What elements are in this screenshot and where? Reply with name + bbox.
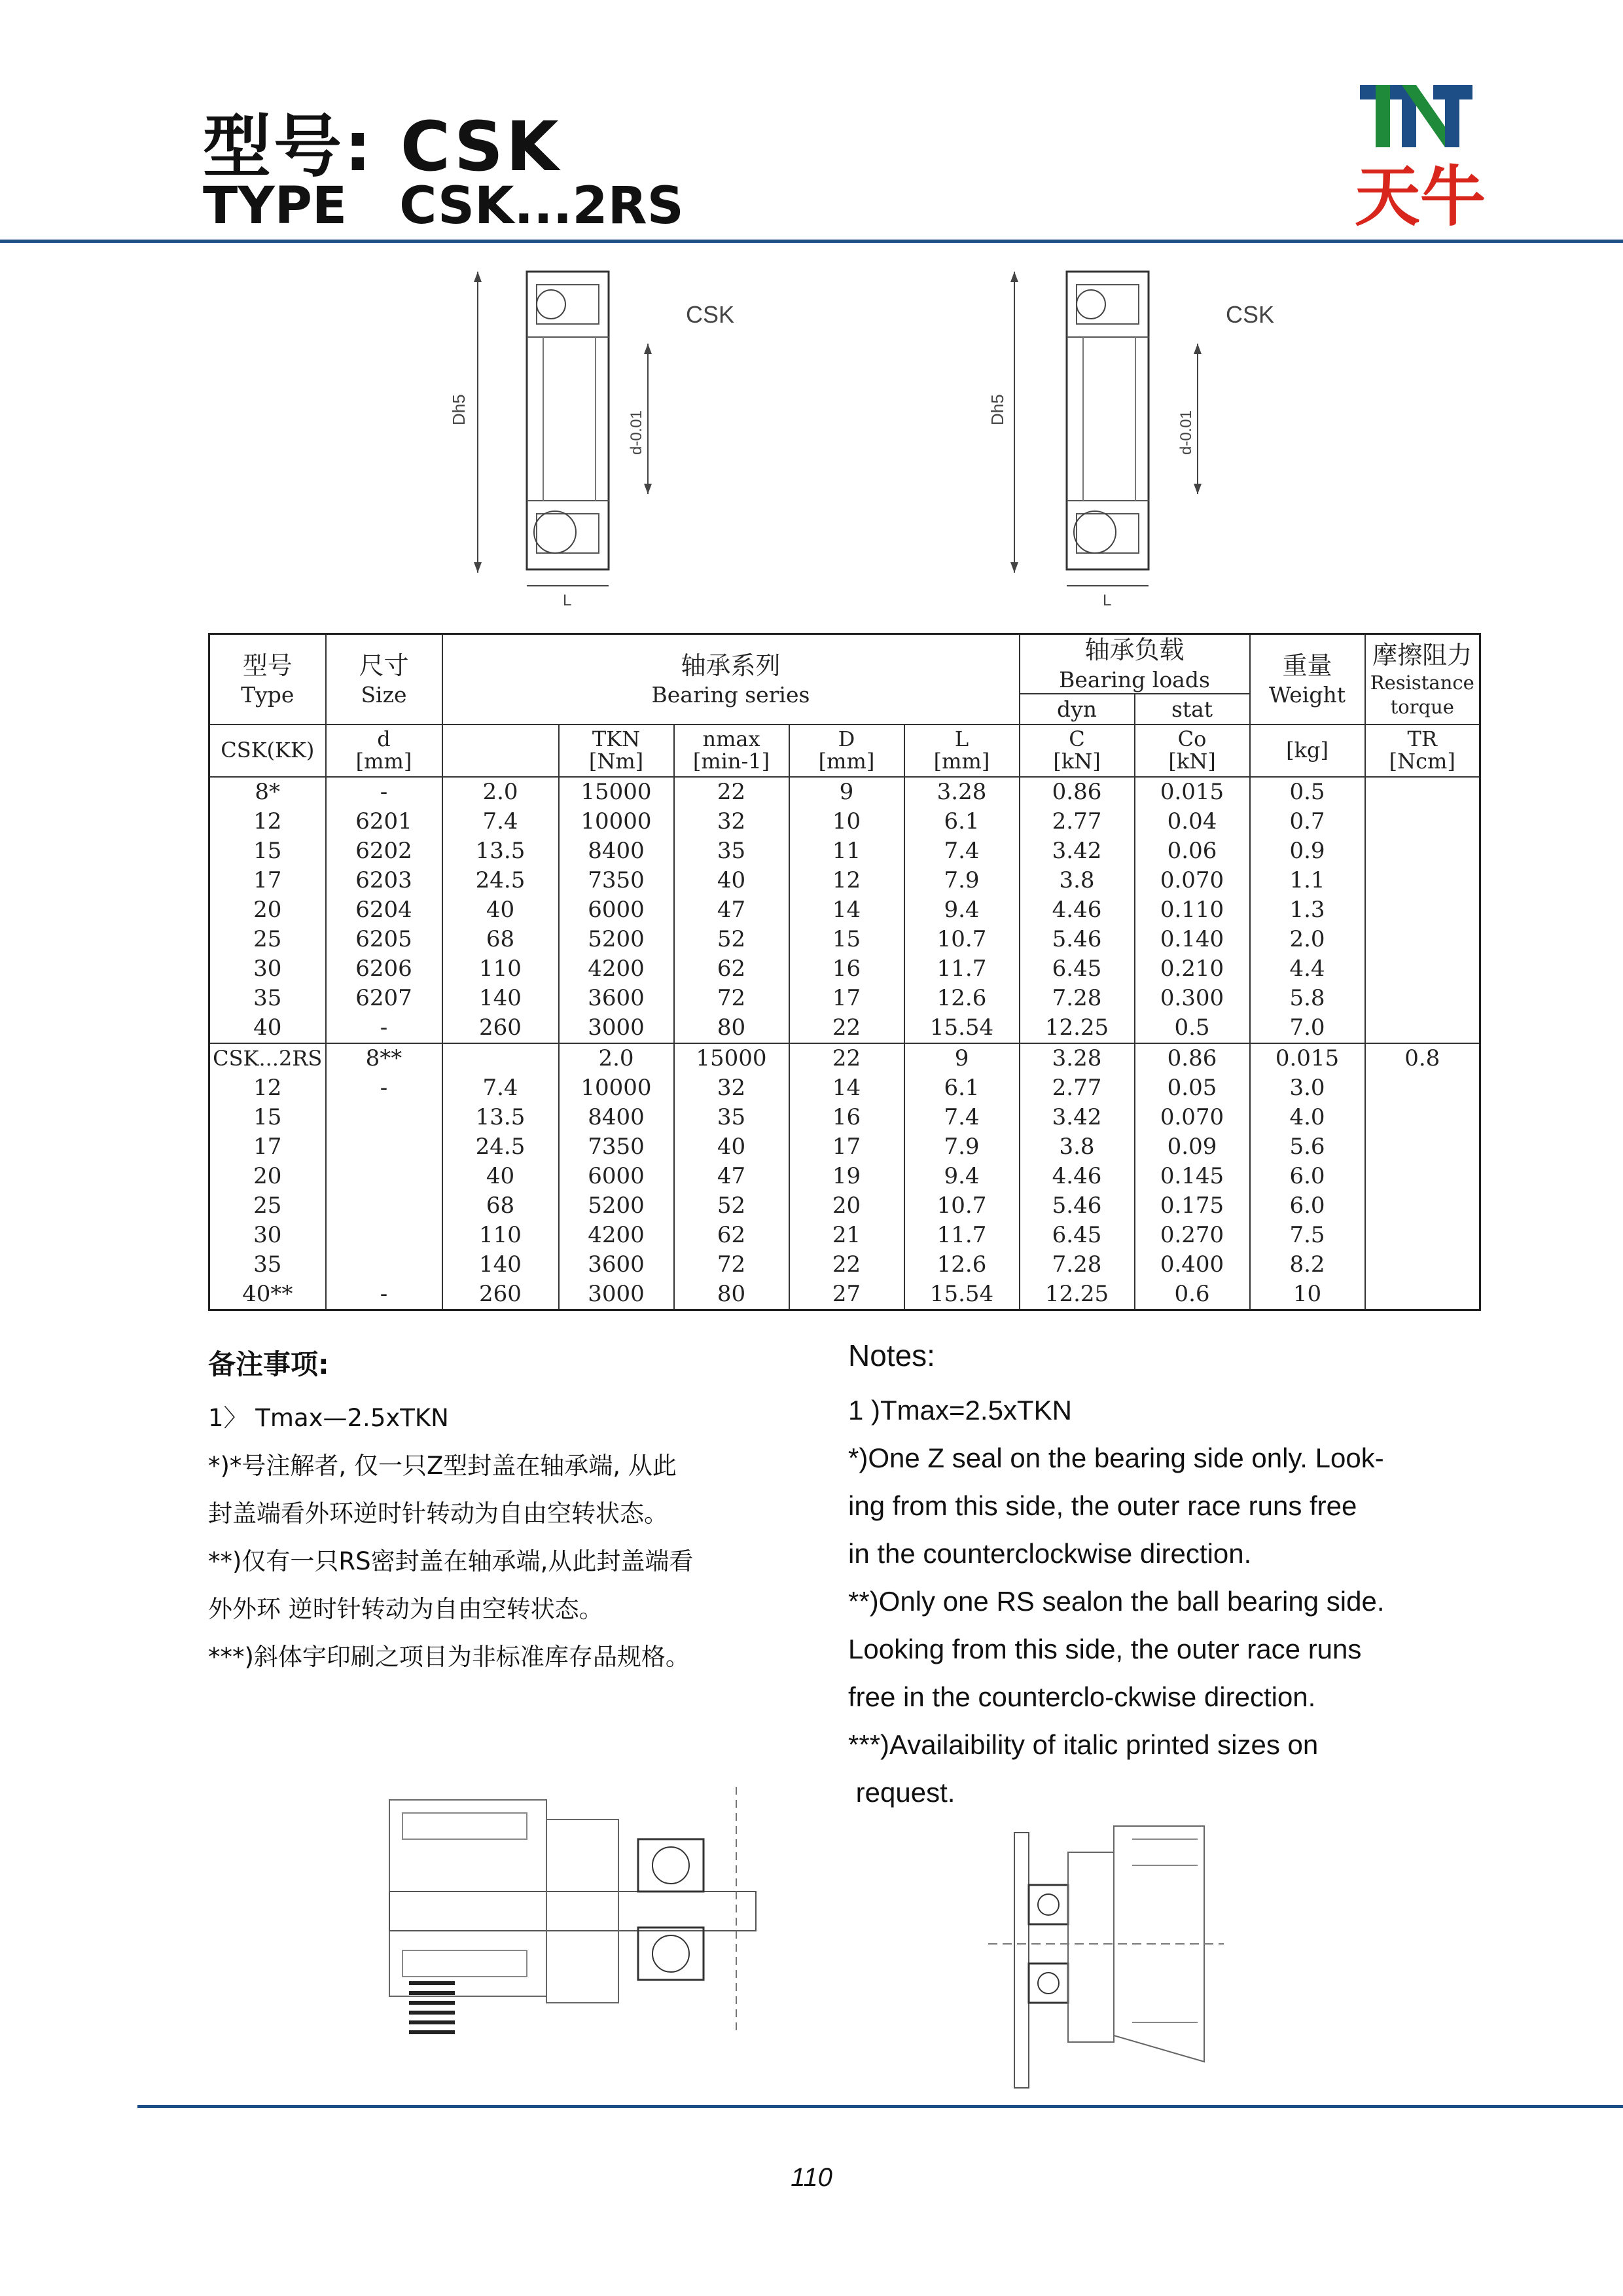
cell-torque-tkn: 260 xyxy=(442,1280,559,1310)
cell-load-C: 7.4 xyxy=(904,836,1020,866)
cell-outer-D: 80 xyxy=(674,1013,789,1043)
drawing-label-csk: CSK xyxy=(1226,301,1275,328)
cell-load-C: 6.1 xyxy=(904,807,1020,836)
cell-speed-nmax: 7350 xyxy=(559,1132,674,1162)
cell-load-C: 7.9 xyxy=(904,1132,1020,1162)
application-drawing-right xyxy=(988,1813,1230,2094)
cell-speed-nmax: 5200 xyxy=(559,1191,674,1221)
cell-size-d: 15 xyxy=(209,836,326,866)
unit-blank xyxy=(442,725,559,777)
cell-bearing-no xyxy=(442,1043,559,1073)
table-row xyxy=(209,807,1480,836)
table-row xyxy=(209,1162,1480,1191)
cell-torque-tkn: 2.0 xyxy=(559,1043,674,1073)
col-weight-header: 重量 Weight xyxy=(1250,634,1365,725)
cell-resistance-tr: 1.3 xyxy=(1250,895,1365,925)
notes-cn-line: **)仅有一只RS密封盖在轴承端,从此封盖端看 xyxy=(208,1547,694,1575)
cell-weight: 0.145 xyxy=(1135,1162,1250,1191)
cell-width-L: 16 xyxy=(789,1103,904,1132)
cell-width-L: 16 xyxy=(789,954,904,984)
cell-weight: 0.04 xyxy=(1135,807,1250,836)
unit-L: L [mm] xyxy=(904,725,1020,777)
notes-en-line: ing from this side, the outer race runs free xyxy=(848,1490,1357,1521)
cell-load-C: 10.7 xyxy=(904,925,1020,954)
cell-bearing-no: 6207 xyxy=(326,984,442,1013)
cell-weight: 0.140 xyxy=(1135,925,1250,954)
cell-weight: 0.06 xyxy=(1135,836,1250,866)
cell-size-d: 30 xyxy=(209,1221,326,1250)
cell-speed-nmax: 3000 xyxy=(559,1280,674,1310)
cell-outer-D: 22 xyxy=(674,777,789,807)
notes-cn-line: 外外环 逆时针转动为自由空转状态。 xyxy=(208,1595,603,1623)
cell-resistance-tr: 5.6 xyxy=(1250,1132,1365,1162)
cell-bearing-no: 6206 xyxy=(326,954,442,984)
header-rule xyxy=(0,240,1623,243)
cell-outer-D: 80 xyxy=(674,1280,789,1310)
cell-resistance-tr: 0.5 xyxy=(1250,777,1365,807)
cell-size-d: 20 xyxy=(209,1162,326,1191)
cell-width-L: 10 xyxy=(789,807,904,836)
tn-mark-icon xyxy=(1360,85,1472,147)
cell-size-d: 30 xyxy=(209,954,326,984)
dim-L-label: L xyxy=(563,592,572,609)
col-stat-header: stat xyxy=(1135,694,1250,725)
cell-load-Co: 3.42 xyxy=(1020,836,1135,866)
cell-width-L: 15 xyxy=(789,925,904,954)
cell-load-Co: 3.8 xyxy=(1020,1132,1135,1162)
cell-outer-D: 72 xyxy=(674,984,789,1013)
table-row xyxy=(209,984,1480,1013)
cell-load-Co: 12.25 xyxy=(1020,1013,1135,1043)
cell-width-L: 9 xyxy=(904,1043,1020,1073)
cell-resistance-tr: 4.0 xyxy=(1250,1103,1365,1132)
cell-width-L: 12 xyxy=(789,866,904,895)
cell-size-d: 8** xyxy=(326,1043,442,1073)
cell-torque-tkn: 68 xyxy=(442,1191,559,1221)
cell-size-d: 25 xyxy=(209,925,326,954)
notes-cn-line: ***)斜体宇印刷之项目为非标准库存品规格。 xyxy=(208,1643,690,1671)
footer-rule xyxy=(137,2105,1623,2108)
cell-load-C: 11.7 xyxy=(904,954,1020,984)
cell-load-C: 3.28 xyxy=(904,777,1020,807)
notes-en-line: **)Only one RS sealon the ball bearing side. xyxy=(848,1586,1385,1617)
cell-load-Co: 3.8 xyxy=(1020,866,1135,895)
cell-size-d: 35 xyxy=(209,1250,326,1280)
cell-size-d: 12 xyxy=(209,1073,326,1103)
cell-bearing-no xyxy=(326,1191,442,1221)
cell-resistance-tr: 0.9 xyxy=(1250,836,1365,866)
cell-bearing-no xyxy=(326,1103,442,1132)
cell-load-Co: 5.46 xyxy=(1020,925,1135,954)
col-torque-header: 摩擦阻力 Resistance torque xyxy=(1365,634,1480,725)
cell-speed-nmax: 3000 xyxy=(559,1013,674,1043)
cell-size-d: 8* xyxy=(209,777,326,807)
cell-resistance-tr: 1.1 xyxy=(1250,866,1365,895)
cell-speed-nmax: 6000 xyxy=(559,1162,674,1191)
cell-torque-tkn: 260 xyxy=(442,1013,559,1043)
dim-L-label: L xyxy=(1103,592,1112,609)
cell-outer-D: 40 xyxy=(674,866,789,895)
cell-load-Co: 6.45 xyxy=(1020,954,1135,984)
cell-weight: 0.015 xyxy=(1135,777,1250,807)
cell-weight: 0.015 xyxy=(1250,1043,1365,1073)
brand-cn: 天牛 xyxy=(1355,158,1486,235)
cell-torque-tkn: 110 xyxy=(442,1221,559,1250)
notes-en-line: Looking from this side, the outer race runs xyxy=(848,1634,1362,1664)
col-size-header: 尺寸 Size xyxy=(326,634,442,725)
cell-load-Co: 7.28 xyxy=(1020,984,1135,1013)
col-dyn-header: dyn xyxy=(1020,694,1135,725)
cell-load-C: 3.28 xyxy=(1020,1043,1135,1073)
cell-bearing-no xyxy=(326,1132,442,1162)
bearing-spec-table xyxy=(208,633,1481,1311)
cell-width-L: 22 xyxy=(789,1250,904,1280)
cell-torque-tkn: 13.5 xyxy=(442,836,559,866)
cell-resistance-tr: 7.5 xyxy=(1250,1221,1365,1250)
dim-D-label: Dh5 xyxy=(449,394,469,425)
cell-load-Co: 4.46 xyxy=(1020,895,1135,925)
cell-bearing-no: 6205 xyxy=(326,925,442,954)
notes-cn-line: 1〉 Tmax—2.5xTKN xyxy=(208,1404,449,1432)
cell-size-d: 15 xyxy=(209,1103,326,1132)
cell-bearing-no: - xyxy=(326,1013,442,1043)
cell-width-L: 27 xyxy=(789,1280,904,1310)
cell-width-L: 9 xyxy=(789,777,904,807)
table-row xyxy=(209,925,1480,954)
unit-C: C [kN] xyxy=(1020,725,1135,777)
cell-torque-tkn: 40 xyxy=(442,895,559,925)
notes-cn-title: 备注事项: xyxy=(208,1348,329,1380)
cell-resistance-tr: 7.0 xyxy=(1250,1013,1365,1043)
notes-en-line: ***)Availaibility of italic printed sizes on xyxy=(848,1729,1319,1760)
cell-outer-D: 35 xyxy=(674,836,789,866)
notes-en-line: free in the counterclo-ckwise direction. xyxy=(848,1681,1316,1712)
table-row xyxy=(209,1043,1480,1073)
table-row xyxy=(209,895,1480,925)
cell-resistance-tr: 5.8 xyxy=(1250,984,1365,1013)
cell-speed-nmax: 10000 xyxy=(559,807,674,836)
cell-weight: 0.300 xyxy=(1135,984,1250,1013)
cell-load-Co: 2.77 xyxy=(1020,1073,1135,1103)
cell-outer-D: 47 xyxy=(674,1162,789,1191)
cell-weight: 0.09 xyxy=(1135,1132,1250,1162)
dim-d-label: d-0.01 xyxy=(1177,410,1195,455)
brand-logo xyxy=(1355,79,1486,242)
table-row xyxy=(209,1191,1480,1221)
application-drawing-left xyxy=(383,1787,762,2042)
cell-load-C: 12.6 xyxy=(904,1250,1020,1280)
cell-resistance-tr: 3.0 xyxy=(1250,1073,1365,1103)
bearing-drawing-right xyxy=(978,259,1275,622)
cell-weight: 0.175 xyxy=(1135,1191,1250,1221)
cell-outer-D: 62 xyxy=(674,1221,789,1250)
cell-width-L: 17 xyxy=(789,1132,904,1162)
cell-speed-nmax: 4200 xyxy=(559,1221,674,1250)
cell-load-Co: 2.77 xyxy=(1020,807,1135,836)
page-title-cn: 型号: CSK xyxy=(203,107,562,187)
cell-size-d: 25 xyxy=(209,1191,326,1221)
cell-torque-tkn: 24.5 xyxy=(442,1132,559,1162)
notes-cn-line: *)*号注解者, 仅一只Z型封盖在轴承端, 从此 xyxy=(208,1452,677,1480)
table-row xyxy=(209,1073,1480,1103)
cell-outer-D: 32 xyxy=(674,807,789,836)
cell-bearing-no xyxy=(326,1250,442,1280)
cell-speed-nmax: 3600 xyxy=(559,984,674,1013)
cell-load-C: 7.9 xyxy=(904,866,1020,895)
cell-outer-D: 32 xyxy=(674,1073,789,1103)
cell-bearing-no: 6204 xyxy=(326,895,442,925)
cell-size-d: 35 xyxy=(209,984,326,1013)
cell-width-L: 22 xyxy=(789,1013,904,1043)
cell-torque-tkn: 2.0 xyxy=(442,777,559,807)
cell-speed-nmax: 8400 xyxy=(559,836,674,866)
cell-torque-tkn: 24.5 xyxy=(442,866,559,895)
cell-speed-nmax: 6000 xyxy=(559,895,674,925)
notes-en-line: in the counterclockwise direction. xyxy=(848,1538,1252,1569)
cell-bearing-no: - xyxy=(326,777,442,807)
cell-weight: 0.400 xyxy=(1135,1250,1250,1280)
cell-load-C: 7.4 xyxy=(904,1103,1020,1132)
cell-resistance-tr: 0.8 xyxy=(1365,1043,1480,1073)
drawing-label-csk: CSK xyxy=(686,301,735,328)
cell-resistance-tr: 0.7 xyxy=(1250,807,1365,836)
cell-weight: 0.070 xyxy=(1135,1103,1250,1132)
cell-bearing-no xyxy=(326,1162,442,1191)
cell-weight: 0.110 xyxy=(1135,895,1250,925)
cell-speed-nmax: 7350 xyxy=(559,866,674,895)
dim-d-label: d-0.01 xyxy=(628,410,645,455)
cell-torque-tkn: 7.4 xyxy=(442,1073,559,1103)
unit-n: nmax [min-1] xyxy=(674,725,789,777)
cell-torque-tkn: 40 xyxy=(442,1162,559,1191)
cell-width-L: 14 xyxy=(789,895,904,925)
cell-size-d: 12 xyxy=(209,807,326,836)
table-row xyxy=(209,954,1480,984)
cell-load-Co: 0.86 xyxy=(1135,1043,1250,1073)
cell-outer-D: 40 xyxy=(674,1132,789,1162)
cell-width-L: 11 xyxy=(789,836,904,866)
cell-load-C: 12.6 xyxy=(904,984,1020,1013)
cell-load-C: 15.54 xyxy=(904,1280,1020,1310)
cell-bearing-no: 6203 xyxy=(326,866,442,895)
cell-resistance-tr: 6.0 xyxy=(1250,1191,1365,1221)
cell-speed-nmax: 15000 xyxy=(559,777,674,807)
cell-torque-tkn: 13.5 xyxy=(442,1103,559,1132)
cell-load-C: 6.1 xyxy=(904,1073,1020,1103)
type-model: CSK...2RS xyxy=(399,177,684,236)
unit-TR: TR [Ncm] xyxy=(1365,725,1480,777)
cell-outer-D: 35 xyxy=(674,1103,789,1132)
cell-weight: 0.210 xyxy=(1135,954,1250,984)
cell-size-d: 40** xyxy=(209,1280,326,1310)
cell-load-C: 10.7 xyxy=(904,1191,1020,1221)
table-row xyxy=(209,836,1480,866)
unit-weight: [kg] xyxy=(1250,725,1365,777)
cell-torque-tkn: 7.4 xyxy=(442,807,559,836)
notes-en xyxy=(848,1386,1503,1816)
group-csk-kk xyxy=(209,777,1480,1043)
cell-bearing-no: - xyxy=(326,1280,442,1310)
type-label: TYPE xyxy=(203,177,348,236)
cell-speed-nmax: 4200 xyxy=(559,954,674,984)
cell-bearing-no xyxy=(326,1221,442,1250)
cell-load-Co: 5.46 xyxy=(1020,1191,1135,1221)
cell-bearing-no: - xyxy=(326,1073,442,1103)
cell-speed-nmax: 5200 xyxy=(559,925,674,954)
cell-torque-tkn: 110 xyxy=(442,954,559,984)
table-row xyxy=(209,1280,1480,1310)
table-row xyxy=(209,1013,1480,1043)
cell-torque-tkn: 140 xyxy=(442,984,559,1013)
col-type-header: 型号 Type xyxy=(209,634,326,725)
unit-t: TKN [Nm] xyxy=(559,725,674,777)
cell-width-L: 17 xyxy=(789,984,904,1013)
dim-D-label: Dh5 xyxy=(988,394,1007,425)
notes-en-line: *)One Z seal on the bearing side only. Look- xyxy=(848,1443,1384,1473)
unit-D: D [mm] xyxy=(789,725,904,777)
cell-torque-tkn: 140 xyxy=(442,1250,559,1280)
unit-Co: Co [kN] xyxy=(1135,725,1250,777)
group-csk-2rs xyxy=(209,1073,1480,1310)
page-title-en xyxy=(203,177,684,236)
cell-load-Co: 4.46 xyxy=(1020,1162,1135,1191)
cell-width-L: 20 xyxy=(789,1191,904,1221)
cell-load-Co: 12.25 xyxy=(1020,1280,1135,1310)
table-row xyxy=(209,866,1480,895)
cell-speed-nmax: 15000 xyxy=(674,1043,789,1073)
table-row xyxy=(209,777,1480,807)
cell-bearing-no: 6201 xyxy=(326,807,442,836)
notes-en-line: 1 )Tmax=2.5xTKN xyxy=(848,1395,1072,1426)
page-number: 110 xyxy=(791,2163,832,2192)
notes-en-line: request. xyxy=(848,1777,955,1808)
cell-load-Co: 6.45 xyxy=(1020,1221,1135,1250)
cell-torque-tkn: 68 xyxy=(442,925,559,954)
cell-resistance-tr: 6.0 xyxy=(1250,1162,1365,1191)
cell-size-d: 20 xyxy=(209,895,326,925)
table-row xyxy=(209,1103,1480,1132)
cell-outer-D: 72 xyxy=(674,1250,789,1280)
cell-size-d: 17 xyxy=(209,866,326,895)
cell-resistance-tr: 2.0 xyxy=(1250,925,1365,954)
notes-cn-line: 封盖端看外环逆时针转动为自由空转状态。 xyxy=(208,1499,668,1528)
cell-bearing-no: 6202 xyxy=(326,836,442,866)
cell-speed-nmax: 8400 xyxy=(559,1103,674,1132)
cell-weight: 0.6 xyxy=(1135,1280,1250,1310)
cell-width-L: 19 xyxy=(789,1162,904,1191)
cell-weight: 0.070 xyxy=(1135,866,1250,895)
col-series-header: 轴承系列 Bearing series xyxy=(442,634,1020,725)
cell-size-d: 17 xyxy=(209,1132,326,1162)
cell-speed-nmax: 3600 xyxy=(559,1250,674,1280)
cell-outer-D: 52 xyxy=(674,925,789,954)
cell-width-L: 21 xyxy=(789,1221,904,1250)
cell-load-C: 11.7 xyxy=(904,1221,1020,1250)
cell-resistance-tr: 8.2 xyxy=(1250,1250,1365,1280)
table-row xyxy=(209,1250,1480,1280)
cell-resistance-tr: 4.4 xyxy=(1250,954,1365,984)
table-row xyxy=(209,1132,1480,1162)
table-row xyxy=(209,1221,1480,1250)
cell-weight: 0.05 xyxy=(1135,1073,1250,1103)
cell-weight: 0.5 xyxy=(1135,1013,1250,1043)
cell-load-Co: 7.28 xyxy=(1020,1250,1135,1280)
cell-load-Co: 3.42 xyxy=(1020,1103,1135,1132)
cell-outer-D: 62 xyxy=(674,954,789,984)
cell-resistance-tr: 10 xyxy=(1250,1280,1365,1310)
cell-load-C: 9.4 xyxy=(904,1162,1020,1191)
unit-d: d [mm] xyxy=(326,725,442,777)
cell-load-Co: 0.86 xyxy=(1020,777,1135,807)
cell-weight: 0.270 xyxy=(1135,1221,1250,1250)
notes-en-title: Notes: xyxy=(848,1338,935,1372)
cell-load-C: 9.4 xyxy=(904,895,1020,925)
cell-outer-D: 22 xyxy=(789,1043,904,1073)
group-type-csk-2rs: CSK...2RS xyxy=(209,1043,326,1073)
notes-cn xyxy=(208,1394,797,1681)
cell-outer-D: 52 xyxy=(674,1191,789,1221)
cell-speed-nmax: 10000 xyxy=(559,1073,674,1103)
cell-load-C: 15.54 xyxy=(904,1013,1020,1043)
cell-outer-D: 47 xyxy=(674,895,789,925)
cell-size-d: 40 xyxy=(209,1013,326,1043)
col-loads-header: 轴承负载 Bearing loads xyxy=(1020,634,1250,694)
bearing-drawing-left xyxy=(438,259,735,622)
cell-width-L: 14 xyxy=(789,1073,904,1103)
group-type-csk-kk: CSK(KK) xyxy=(209,725,326,777)
